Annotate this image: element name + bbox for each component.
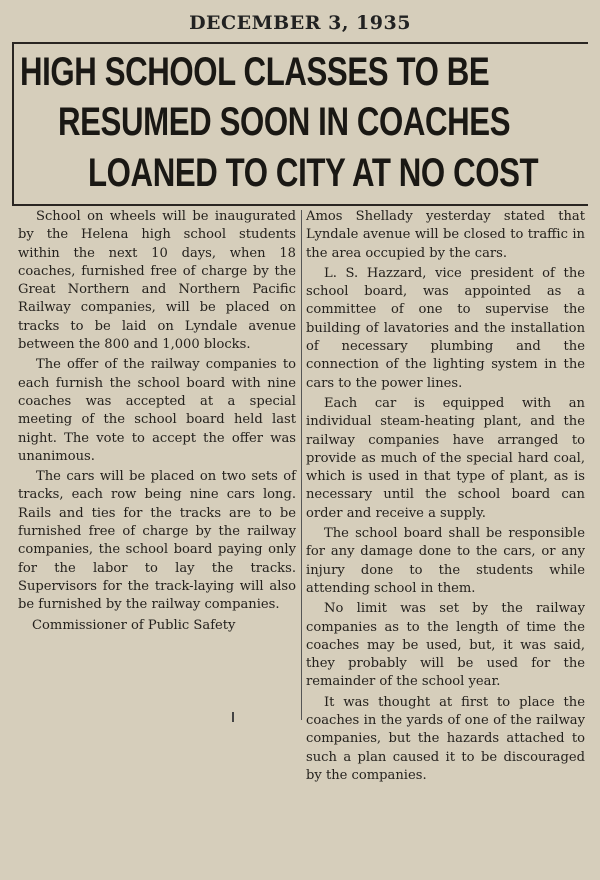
paragraph: It was thought at first to place the coaches in the yards of one of the railway companies, but the hazards attached to such a plan caused it to be discouraged by the companies. [306,694,585,783]
headline-rule [12,204,588,206]
headline-line-3: LOANED TO CITY AT NO COST [88,151,539,195]
paragraph: Each car is equipped with an individual steam-heating plant, and the railway companies have arranged to provide as much of the special hard coal, which is used in that type of plant, as is necessary until the school board can order and receive a supply. [306,395,585,521]
paragraph: No limit was set by the railway companies as to the length of time the coaches may be used, but, it was said, they probably will be used for the remainder of the school year. [306,601,585,690]
top-rule [12,42,588,44]
paragraph: Commissioner of Public Safety [32,617,236,633]
dateline: DECEMBER 3, 1935 [189,12,411,34]
headline-line-2: RESUMED SOON IN COACHES [58,100,511,144]
article-column-left [18,208,296,635]
paragraph: The offer of the railway companies to each furnish the school board with nine coaches was accepted at a special meeting of the school board held last night. The vote to accept the offer was unanimous. [18,357,296,464]
column-divider [301,210,302,720]
paragraph: School on wheels will be inaugurated by the Helena high school students within the next 10 days, when 18 coaches, furnished free of charge by the Great Northern and Northern Pacific Railway companies, will be placed on tracks to be laid on Lyndale avenue between the 800 and 1,000 blocks. [18,209,296,353]
paragraph: The school board shall be responsible for any damage done to the cars, or any injury done to the students while attending school in them. [306,526,585,596]
headline-line-1: HIGH SCHOOL CLASSES TO BE [20,50,490,94]
column-end-mark [232,712,234,722]
paragraph: The cars will be placed on two sets of tracks, each row being nine cars long. Rails and ties for the tracks are to be furnished free of charge by the railway companies, the school board paying only for the labor to lay the tracks. Supervisors for the track-laying will also be furnished by the railway companies. [18,469,296,613]
article-column-right [306,208,585,785]
paragraph: L. S. Hazzard, vice president of the school board, was appointed as a committee of one to supervise the building of lavatories and the installation of necessary plumbing and the connection of the lighting system in the cars to the power lines. [306,265,585,391]
left-rule [12,42,14,204]
paragraph: Amos Shellady yesterday stated that Lyndale avenue will be closed to traffic in the area occupied by the cars. [306,209,585,261]
